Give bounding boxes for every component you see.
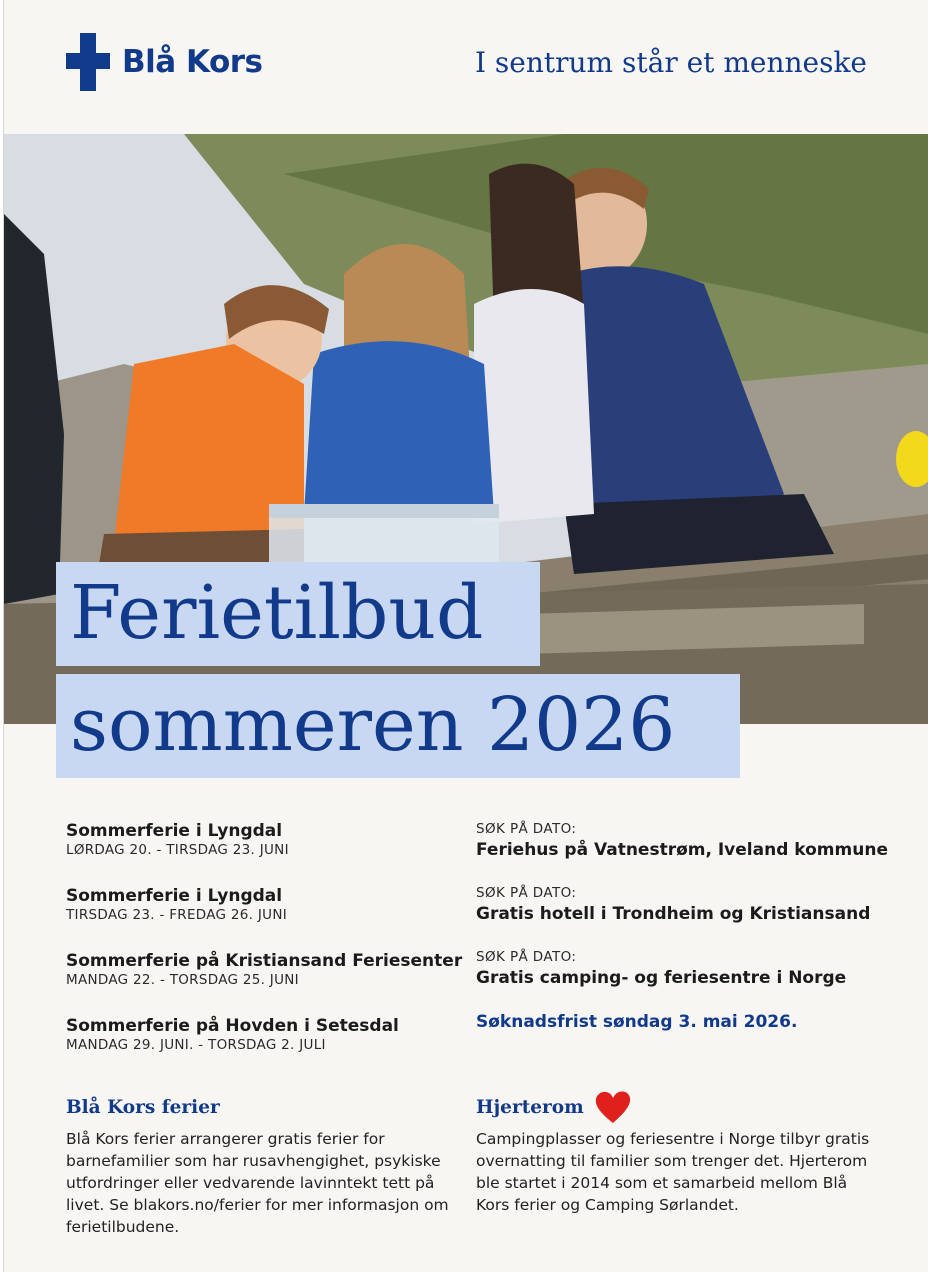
offer-title: Feriehus på Vatnestrøm, Iveland kommune xyxy=(476,840,888,860)
event-title: Sommerferie på Hovden i Setesdal xyxy=(66,1016,399,1036)
event-title: Sommerferie i Lyngdal xyxy=(66,886,283,906)
section-text: Campingplasser og feriesentre i Norge tilbyr gratis overnatting til familier som trenger det. Hjerterom ble startet i 2014 som et samarbeid mellom Blå Kors ferier og Camping Sørlandet. xyxy=(476,1130,870,1214)
event-date: MANDAG 22. - TORSDAG 25. JUNI xyxy=(66,972,299,988)
offer-title: Gratis hotell i Trondheim og Kristiansand xyxy=(476,904,871,924)
application-deadline: Søknadsfrist søndag 3. mai 2026. xyxy=(476,1012,798,1032)
list-item xyxy=(66,820,466,859)
offer-label: SØK PÅ DATO: xyxy=(476,885,577,901)
section-heading-row xyxy=(476,1092,876,1122)
list-item xyxy=(476,948,906,990)
list-item xyxy=(66,885,466,924)
list-item xyxy=(476,884,906,926)
bla-kors-logo xyxy=(66,33,262,91)
cross-icon xyxy=(66,33,110,91)
section-heading: Hjerterom xyxy=(476,1096,584,1118)
header xyxy=(4,0,928,134)
offer-list xyxy=(476,820,906,1032)
list-item xyxy=(66,950,466,989)
offer-title: Gratis camping- og feriesentre i Norge xyxy=(476,968,847,988)
event-list xyxy=(66,820,466,1080)
title-line-2: sommeren 2026 xyxy=(56,674,740,778)
flyer-page xyxy=(3,0,928,1272)
logo-text: Blå Kors xyxy=(122,44,263,80)
event-date: MANDAG 29. JUNI. - TORSDAG 2. JULI xyxy=(66,1037,326,1053)
heart-icon xyxy=(594,1090,632,1124)
section-heading: Blå Kors ferier xyxy=(66,1096,220,1118)
section-text: Blå Kors ferier arrangerer gratis ferier for barnefamilier som har rusavhengighet, psykiske utfordringer eller vedvarende lavinntekt tett på livet. Se blakors.no/ferier for mer informasjon om ferietilbudene. xyxy=(66,1130,449,1236)
hjerterom-section xyxy=(476,1092,876,1216)
list-item xyxy=(66,1015,466,1054)
offer-label: SØK PÅ DATO: xyxy=(476,821,577,837)
offer-label: SØK PÅ DATO: xyxy=(476,949,577,965)
event-title: Sommerferie på Kristiansand Feriesenter xyxy=(66,951,463,971)
event-title: Sommerferie i Lyngdal xyxy=(66,821,283,841)
tagline: I sentrum står et menneske xyxy=(474,46,867,79)
event-date: TIRSDAG 23. - FREDAG 26. JUNI xyxy=(66,907,287,923)
title-line-1: Ferietilbud xyxy=(56,562,540,666)
bla-kors-ferier-section xyxy=(66,1092,461,1238)
list-item xyxy=(476,820,906,862)
event-date: LØRDAG 20. - TIRSDAG 23. JUNI xyxy=(66,842,289,858)
